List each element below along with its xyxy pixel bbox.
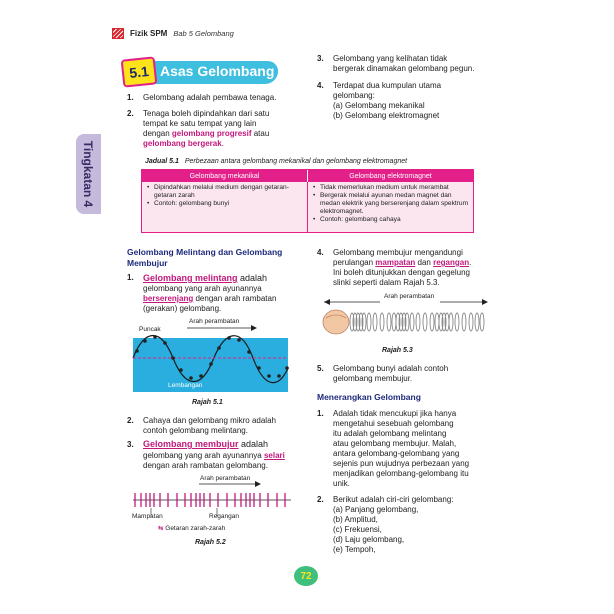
item-number: 2. — [317, 495, 324, 504]
paragraph-line: Ini boleh ditunjukkan dengan gegelung — [333, 268, 471, 277]
arrowhead-right-icon — [482, 299, 488, 305]
table-cell: • Contoh: gelombang cahaya — [312, 216, 469, 224]
paragraph-line: Gelombang membujur mengandungi — [333, 248, 463, 257]
paragraph-line: Gelombang yang kelihatan tidak — [333, 54, 448, 63]
chapter-title: Bab 5 Gelombang — [173, 28, 234, 38]
hand-icon — [323, 310, 349, 334]
item-number: 3. — [317, 54, 324, 63]
item-number: 4. — [317, 248, 324, 257]
paragraph-line: gelombang: — [333, 91, 375, 100]
propagation-label: Arah perambatan — [200, 475, 251, 482]
item-number: 3. — [127, 440, 134, 449]
table-cell: • Tidak memerlukan medium untuk merambat — [312, 184, 469, 192]
paragraph-line: (a) Gelombang mekanikal — [333, 101, 425, 110]
paragraph-line: (gerakan) gelombang. — [143, 304, 222, 313]
paragraph-line: itu adalah gelombang melintang — [333, 429, 447, 438]
table-column-electromagnetic — [308, 182, 473, 232]
table-cell: • Contoh: gelombang bunyi — [146, 200, 303, 208]
oscillation-legend-icon: ⇆ — [158, 525, 164, 532]
subheading: Membujur — [127, 258, 168, 268]
list-item: (c) Frekuensi, — [333, 525, 382, 534]
paragraph-line: berserenjang dengan arah rambatan — [143, 294, 277, 303]
paragraph-line: Gelombang melintang adalah — [143, 273, 268, 283]
legend: ⇆ Getaran zarah-zarah — [158, 525, 226, 532]
paragraph-line: gelombang bergerak. — [143, 139, 224, 148]
paragraph-line: menjadikan gelombang-gelombang itu — [333, 469, 469, 478]
subheading: Gelombang Melintang dan Gelombang — [127, 247, 283, 257]
arrowhead-icon — [251, 325, 257, 331]
item-number: 1. — [127, 93, 134, 102]
paragraph-line: (b) Gelombang elektromagnet — [333, 111, 440, 120]
paragraph-line: bergerak dinamakan gelombang pegun. — [333, 64, 475, 73]
paragraph-line: tempat ke satu tempat yang lain — [143, 119, 257, 128]
section-title: Asas Gelombang — [160, 63, 275, 79]
comparison-table — [141, 169, 474, 233]
paragraph-line: gelombang yang arah ayunannya — [143, 284, 262, 293]
figure-caption: Rajah 5.1 — [192, 399, 223, 406]
paragraph-line: sejenis pun wujudnya perbezaan yang — [333, 459, 470, 468]
paragraph-line: Tenaga boleh dipindahkan dari satu — [143, 109, 270, 118]
paragraph-line: gelombang membujur. — [333, 374, 413, 383]
figure-caption: Rajah 5.3 — [382, 347, 413, 354]
table-cell: • Bergerak melalui ayunan medan magnet dan medan elektrik yang berserenjang dalam spektrum elektromagnet. — [312, 192, 469, 216]
table-cell: • Dipindahkan melalui medium dengan getaran-getaran zarah — [146, 184, 303, 200]
paragraph-line: Adalah tidak mencukupi jika hanya — [333, 409, 457, 418]
table-header-electromagnetic: Gelombang elektromagnet — [308, 170, 473, 182]
item-number: 5. — [317, 364, 324, 373]
paragraph-line: Gelombang bunyi adalah contoh — [333, 364, 449, 373]
table-column-mechanical — [142, 182, 308, 232]
book-title: Fizik SPM — [130, 28, 168, 38]
crest-label: Puncak — [139, 326, 161, 333]
item-number: 1. — [127, 273, 134, 282]
table-header-mechanical: Gelombang mekanikal — [142, 170, 308, 182]
compression-label: Mampatan — [132, 513, 163, 520]
list-item: (d) Laju gelombang, — [333, 535, 405, 544]
paragraph-line: Terdapat dua kumpulan utama — [333, 81, 442, 90]
form-level-label: Tingkatan 4 — [81, 140, 96, 208]
paragraph-line: slinki seperti dalam Rajah 5.3. — [333, 278, 440, 287]
propagation-label: Arah perambatan — [189, 318, 240, 325]
figure-caption: Rajah 5.2 — [195, 539, 226, 546]
paragraph-line: dengan arah rambatan gelombang. — [143, 461, 268, 470]
paragraph-line: gelombang yang arah ayunannya selari — [143, 451, 285, 460]
paragraph-line: antara gelombang-gelombang yang — [333, 449, 460, 458]
item-number: 2. — [127, 416, 134, 425]
paragraph-line: perulangan mampatan dan regangan. — [333, 258, 472, 267]
paragraph-line: dengan gelombang progresif atau — [143, 129, 270, 138]
list-item: (b) Amplitud, — [333, 515, 378, 524]
subheading: Menerangkan Gelombang — [317, 392, 421, 402]
table-caption: Jadual 5.1 Perbezaan antara gelombang mekanikal dan gelombang elektromagnet — [145, 158, 408, 165]
form-level-tab — [76, 134, 101, 214]
page-number: 72 — [294, 566, 318, 586]
slinky-coils — [350, 313, 484, 331]
section-banner — [120, 58, 280, 86]
arrowhead-left-icon — [324, 299, 330, 305]
item-number: 4. — [317, 81, 324, 90]
paragraph-line: Berikut adalah ciri-ciri gelombang: — [333, 495, 454, 504]
paragraph-line: Gelombang adalah pembawa tenaga. — [143, 93, 277, 102]
section-number: 5.1 — [121, 56, 158, 87]
item-number: 2. — [127, 109, 134, 118]
page-header — [112, 26, 234, 40]
paragraph-line: atau gelombang membujur. Malah, — [333, 439, 457, 448]
item-number: 1. — [317, 409, 324, 418]
rarefaction-label: Regangan — [209, 513, 239, 520]
propagation-label: Arah perambatan — [384, 293, 435, 300]
paragraph-line: mengetahui sesebuah gelombang — [333, 419, 454, 428]
paragraph-line: Cahaya dan gelombang mikro adalah — [143, 416, 276, 425]
publisher-logo-icon — [112, 28, 124, 39]
arrowhead-icon — [255, 481, 261, 487]
list-item: (a) Panjang gelombang, — [333, 505, 419, 514]
paragraph-line: Gelombang membujur adalah — [143, 439, 269, 449]
paragraph-line: contoh gelombang melintang. — [143, 426, 248, 435]
paragraph-line: unik. — [333, 479, 350, 488]
list-item: (e) Tempoh, — [333, 545, 376, 554]
trough-label: Lembangan — [168, 382, 203, 389]
